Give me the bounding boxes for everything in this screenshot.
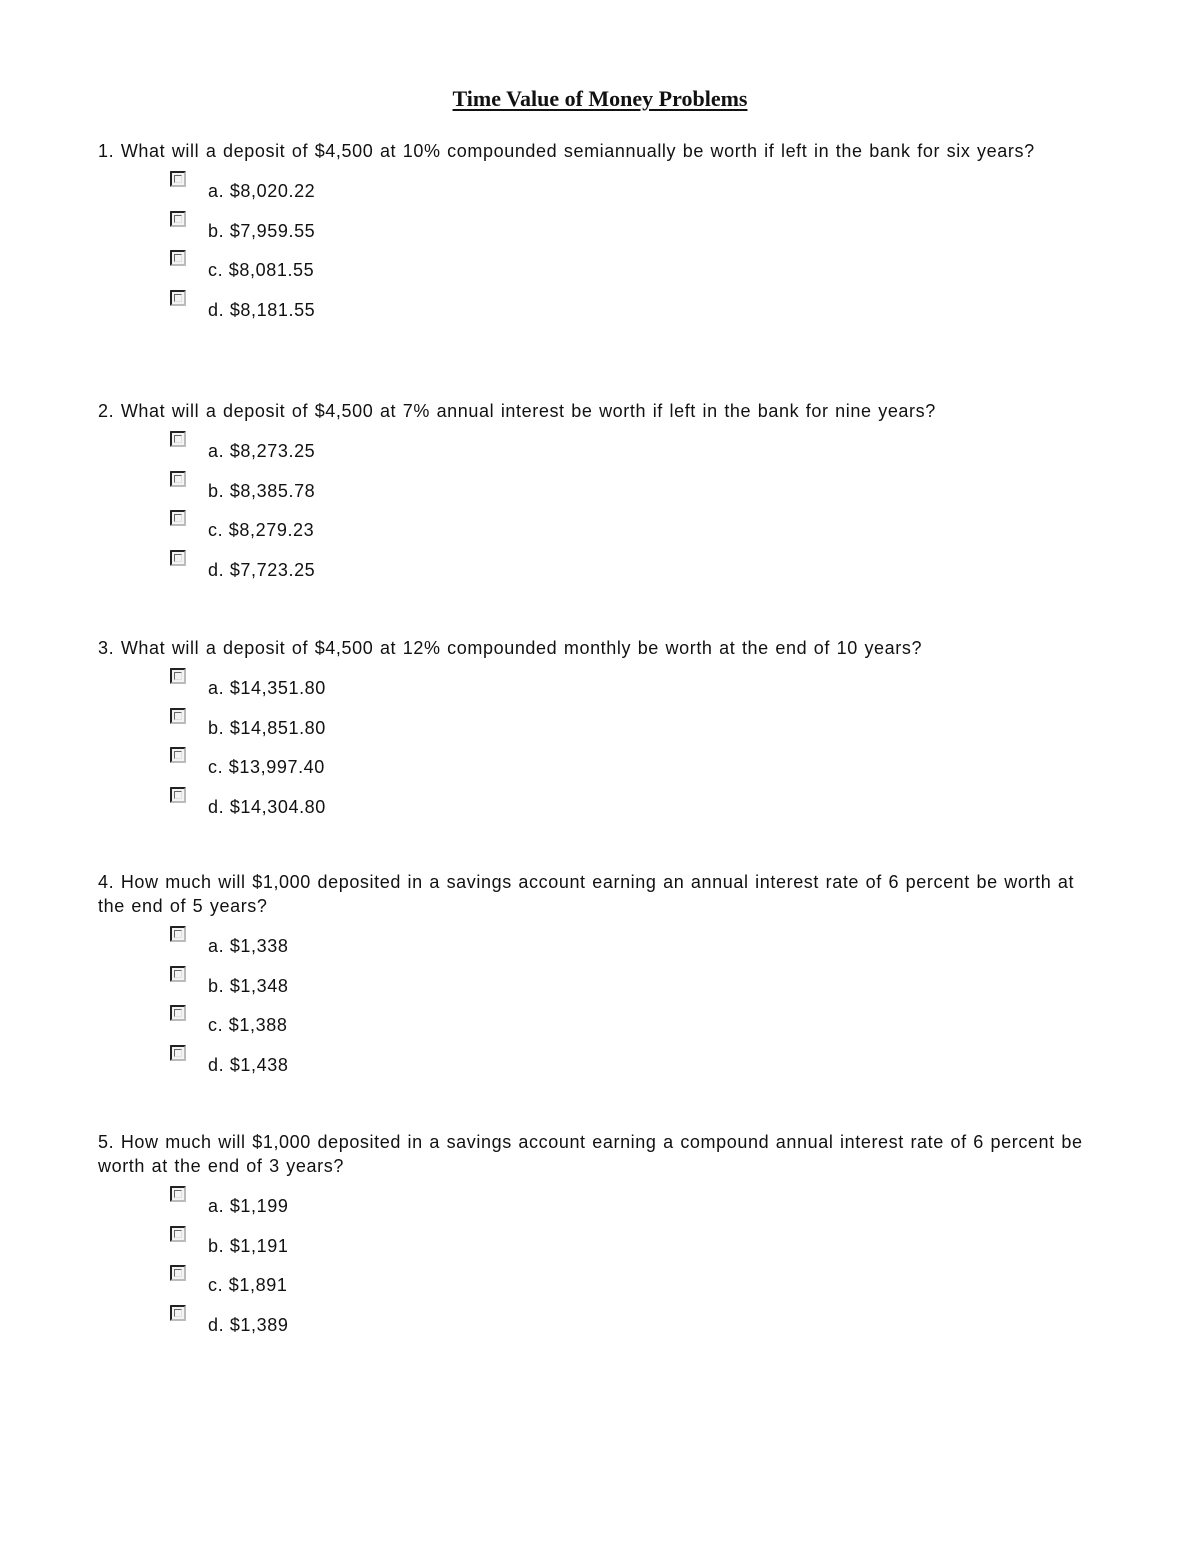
- answer-option[interactable]: [98, 518, 1098, 558]
- radio-button-icon[interactable]: [170, 1265, 186, 1281]
- question-5: [98, 1130, 1098, 1352]
- question-4: [98, 870, 1098, 1092]
- answer-option[interactable]: [98, 258, 1098, 298]
- option-label: a. $1,338: [208, 936, 289, 956]
- option-label: b. $7,959.55: [208, 220, 316, 241]
- radio-button-icon[interactable]: [170, 1005, 186, 1021]
- option-label: b. $14,851.80: [208, 717, 326, 738]
- answer-option[interactable]: [98, 1234, 1098, 1274]
- answer-options: [98, 179, 1098, 337]
- option-label: a. $1,199: [208, 1196, 289, 1216]
- option-label: c. $1,388: [208, 1015, 288, 1035]
- radio-button-icon[interactable]: [170, 510, 186, 526]
- answer-option[interactable]: [98, 439, 1098, 479]
- radio-button-icon[interactable]: [170, 668, 186, 684]
- answer-options: [98, 676, 1098, 834]
- question-text: 5. How much will $1,000 deposited in a savings account earning a compound annual interest rate of 6 percent be worth at the end of 3 years?: [98, 1132, 1083, 1176]
- answer-option[interactable]: [98, 934, 1098, 974]
- answer-option[interactable]: [98, 558, 1098, 598]
- answer-option[interactable]: [98, 479, 1098, 519]
- option-label: d. $8,181.55: [208, 299, 316, 320]
- answer-options: [98, 439, 1098, 597]
- question-2: [98, 399, 1098, 597]
- radio-button-icon[interactable]: [170, 1305, 186, 1321]
- option-label: a. $14,351.80: [208, 678, 326, 698]
- answer-options: [98, 1194, 1098, 1352]
- radio-button-icon[interactable]: [170, 290, 186, 306]
- page-title: Time Value of Money Problems: [452, 86, 748, 111]
- radio-button-icon[interactable]: [170, 211, 186, 227]
- answer-option[interactable]: [98, 716, 1098, 756]
- question-1: [98, 139, 1098, 337]
- option-label: b. $1,191: [208, 1235, 289, 1256]
- question-text: 1. What will a deposit of $4,500 at 10% compounded semiannually be worth if left in the bank for six years?: [98, 141, 1035, 161]
- answer-option[interactable]: [98, 219, 1098, 259]
- answer-option[interactable]: [98, 1053, 1098, 1093]
- option-label: d. $7,723.25: [208, 559, 316, 580]
- radio-button-icon[interactable]: [170, 250, 186, 266]
- option-label: c. $13,997.40: [208, 757, 325, 777]
- option-label: b. $8,385.78: [208, 480, 316, 501]
- radio-button-icon[interactable]: [170, 926, 186, 942]
- option-label: a. $8,273.25: [208, 441, 316, 461]
- answer-option[interactable]: [98, 1194, 1098, 1234]
- option-label: a. $8,020.22: [208, 181, 316, 201]
- answer-option[interactable]: [98, 974, 1098, 1014]
- answer-option[interactable]: [98, 1013, 1098, 1053]
- option-label: d. $1,438: [208, 1054, 289, 1075]
- option-label: c. $1,891: [208, 1275, 288, 1295]
- radio-button-icon[interactable]: [170, 471, 186, 487]
- answer-option[interactable]: [98, 795, 1098, 835]
- option-label: d. $14,304.80: [208, 796, 326, 817]
- answer-option[interactable]: [98, 676, 1098, 716]
- option-label: b. $1,348: [208, 975, 289, 996]
- answer-option[interactable]: [98, 1313, 1098, 1353]
- option-label: c. $8,279.23: [208, 520, 315, 540]
- radio-button-icon[interactable]: [170, 708, 186, 724]
- radio-button-icon[interactable]: [170, 747, 186, 763]
- question-text: 4. How much will $1,000 deposited in a savings account earning an annual interest rate of 6 percent be worth at the end of 5 years?: [98, 872, 1075, 916]
- question-text: 2. What will a deposit of $4,500 at 7% annual interest be worth if left in the bank for nine years?: [98, 401, 936, 421]
- radio-button-icon[interactable]: [170, 787, 186, 803]
- radio-button-icon[interactable]: [170, 1186, 186, 1202]
- question-text: 3. What will a deposit of $4,500 at 12% compounded monthly be worth at the end of 10 years?: [98, 638, 923, 658]
- option-label: d. $1,389: [208, 1314, 289, 1335]
- answer-option[interactable]: [98, 298, 1098, 338]
- answer-option[interactable]: [98, 755, 1098, 795]
- radio-button-icon[interactable]: [170, 1045, 186, 1061]
- radio-button-icon[interactable]: [170, 966, 186, 982]
- answer-options: [98, 934, 1098, 1092]
- answer-option[interactable]: [98, 1273, 1098, 1313]
- question-3: [98, 636, 1098, 834]
- radio-button-icon[interactable]: [170, 431, 186, 447]
- radio-button-icon[interactable]: [170, 550, 186, 566]
- option-label: c. $8,081.55: [208, 260, 315, 280]
- radio-button-icon[interactable]: [170, 1226, 186, 1242]
- radio-button-icon[interactable]: [170, 171, 186, 187]
- answer-option[interactable]: [98, 179, 1098, 219]
